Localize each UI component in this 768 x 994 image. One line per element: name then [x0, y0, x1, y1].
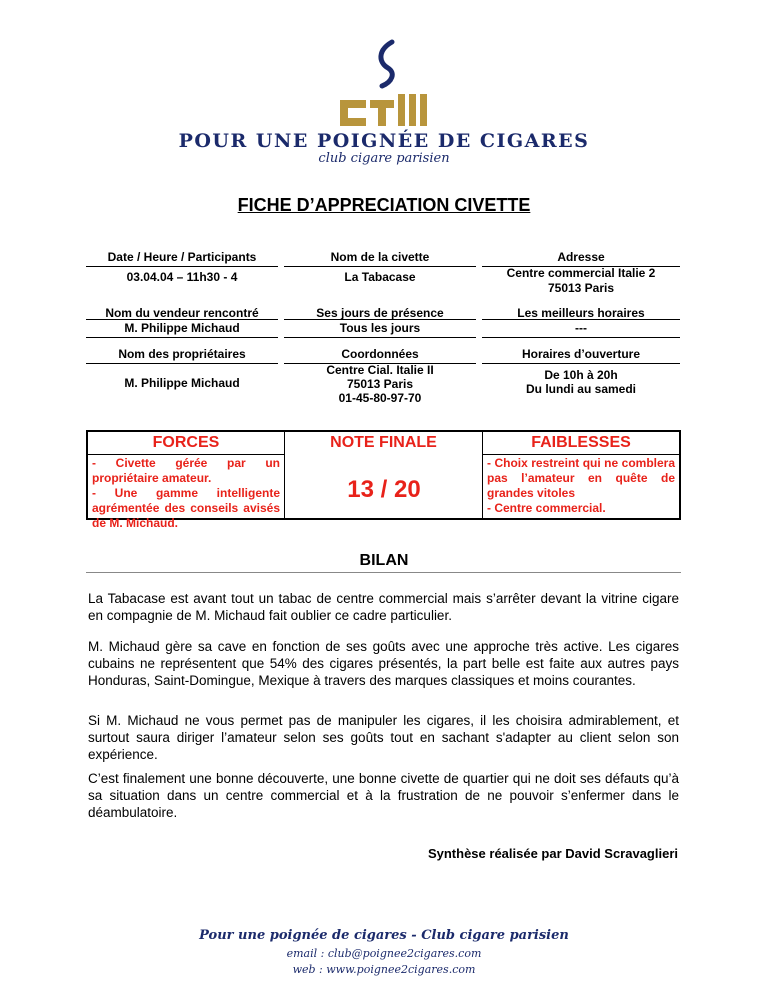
divider: [284, 337, 476, 338]
forces-title: FORCES: [152, 434, 220, 451]
opening-line-2: Du lundi au samedi: [525, 382, 636, 396]
civette-value: La Tabacase: [344, 270, 416, 284]
days-value: Tous les jours: [339, 321, 421, 335]
bilan-paragraph-1: La Tabacase est avant tout un tabac de centre commercial mais s’arrêter devant la vitrine cigare en compagnie de M. Michaud fait oublier ce cadre particulier.: [88, 591, 679, 623]
divider: [88, 454, 284, 455]
brand-name: POUR UNE POIGNÉE DE CIGARES: [178, 130, 590, 152]
owners-value: M. Philippe Michaud: [124, 376, 240, 390]
bilan-paragraph-2: M. Michaud gère sa cave en fonction de ses goûts avec une approche très active. Les cigares cubains ne représentent que 54% des cigares présentés, la part belle est faite aux autres pays Honduras, Saint-Domingue, Mexique à travers des marques classiques et moins courantes.: [88, 639, 679, 688]
owners-label: Nom des propriétaires: [118, 347, 246, 361]
contact-label: Coordonnées: [341, 347, 419, 361]
divider: [86, 363, 278, 364]
bilan-title: BILAN: [359, 552, 409, 569]
contact-line-1: Centre Cial. Italie II: [326, 363, 434, 377]
civette-label: Nom de la civette: [330, 250, 430, 264]
divider: [482, 319, 680, 320]
date-value: 03.04.04 – 11h30 - 4: [126, 270, 238, 284]
contact-line-3: 01-45-80-97-70: [338, 391, 422, 405]
note-finale-title: NOTE FINALE: [330, 434, 437, 451]
footer-web: web : www.poignee2cigares.com: [292, 963, 476, 976]
bilan-paragraph-4: C’est finalement une bonne découverte, une bonne civette de quartier qui ne doit ses défauts qu’à sa situation dans un centre commercial et à la frustration de ne pouvoir s’enfermer dans le déambulatoire.: [88, 771, 679, 820]
bilan-paragraph-3: Si M. Michaud ne vous permet pas de manipuler les cigares, il les choisira admirablement, et surtout saura diriger l’amateur selon ses goûts tout en sachant s'adapter au client selon son expérience.: [88, 713, 679, 762]
evaluation-box: [86, 430, 681, 530]
date-label: Date / Heure / Participants: [107, 250, 257, 264]
faiblesses-title: FAIBLESSES: [531, 434, 631, 451]
divider: [86, 337, 278, 338]
address-label: Adresse: [557, 250, 605, 264]
divider: [284, 266, 476, 267]
vendor-label: Nom du vendeur rencontré: [105, 306, 259, 320]
divider: [86, 266, 278, 267]
opening-label: Horaires d’ouverture: [521, 347, 641, 361]
divider: [284, 319, 476, 320]
footer-email: email : club@poignee2cigares.com: [286, 947, 482, 960]
address-line-1: Centre commercial Italie 2: [506, 266, 656, 280]
cigar-smoke-logo-icon: [334, 38, 434, 134]
author-signature: Synthèse réalisée par David Scravaglieri: [427, 846, 678, 861]
divider: [482, 337, 680, 338]
faiblesses-text: - Choix restreint qui ne comblera pas l’amateur en quête de grandes vitoles - Centre commercial.: [487, 456, 675, 515]
divider: [483, 454, 679, 455]
divider: [482, 363, 680, 364]
best-hours-label: Les meilleurs horaires: [517, 306, 645, 320]
document-title: FICHE D’APPRECIATION CIVETTE: [237, 195, 531, 215]
contact-line-2: 75013 Paris: [346, 377, 414, 391]
days-label: Ses jours de présence: [316, 306, 444, 320]
brand-tagline: club cigare parisien: [318, 151, 450, 166]
best-hours-value: ---: [575, 321, 587, 335]
forces-text: - Civette gérée par un propriétaire amateur. - Une gamme intelligente agrémentée des conseils avisés de M. Michaud.: [92, 456, 280, 530]
opening-line-1: De 10h à 20h: [544, 368, 618, 382]
address-line-2: 75013 Paris: [547, 281, 615, 295]
final-score: 13 / 20: [347, 476, 421, 503]
footer-club-name: Pour une poignée de cigares - Club cigare parisien: [199, 928, 569, 943]
divider: [86, 319, 278, 320]
divider: [86, 572, 681, 573]
vendor-value: M. Philippe Michaud: [124, 321, 240, 335]
